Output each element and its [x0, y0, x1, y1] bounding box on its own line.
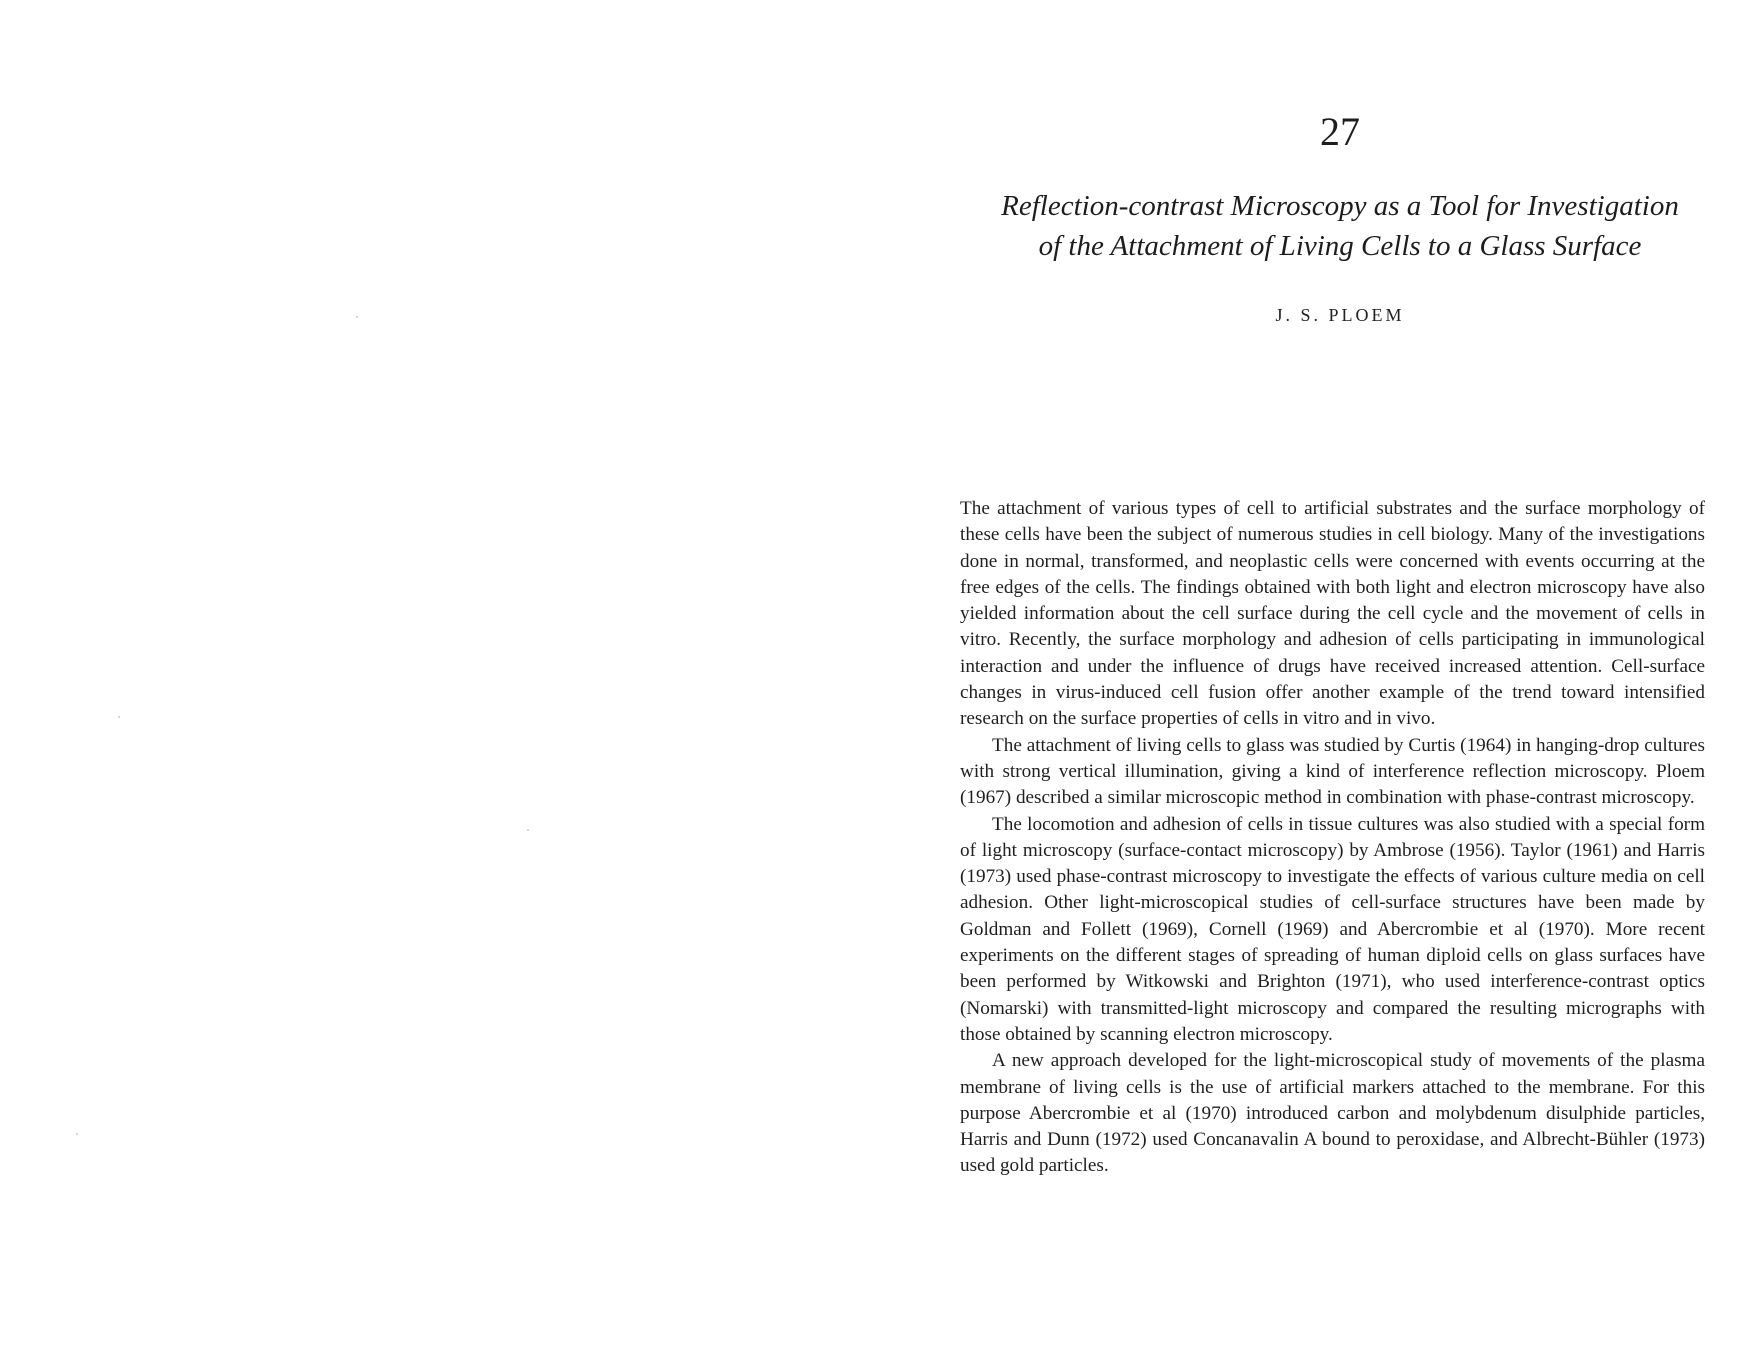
author-name: J. S. PLOEM	[1275, 305, 1405, 325]
paper-speck	[118, 716, 120, 718]
paper-speck	[356, 316, 358, 318]
chapter-title	[960, 186, 1720, 266]
body-text	[960, 496, 1705, 1180]
right-page	[960, 0, 1720, 1361]
chapter-title-line-2: of the Attachment of Living Cells to a Glass Surface	[1038, 230, 1642, 262]
chapter-title-line-1: Reflection-contrast Microscopy as a Tool for Investigation	[1001, 190, 1679, 222]
paragraph-3: The locomotion and adhesion of cells in tissue cultures was also studied with a special form of light microscopy (surface-contact microscopy) by Ambrose (1956). Taylor (1961) and Harris (1973) used phase-contrast microscopy to investigate the effects of various culture media on cell adhesion. Other light-microscopical studies of cell-surface structures have been made by Goldman and Follett (1969), Cornell (1969) and Abercrombie et al (1970). More recent experiments on the different stages of spreading of human diploid cells on glass surfaces have been performed by Witkowski and Brighton (1971), who used interference-contrast optics (Nomarski) with transmitted-light microscopy and compared the resulting micrographs with those obtained by scanning electron microscopy.	[960, 813, 1705, 1045]
paragraph-4: A new approach developed for the light-microscopical study of movements of the plasma membrane of living cells is the use of artificial markers attached to the membrane. For this purpose Abercrombie et al (1970) introduced carbon and molybdenum disulphide particles, Harris and Dunn (1972) used Concanavalin A bound to peroxidase, and Albrecht-Bühler (1973) used gold particles.	[960, 1050, 1705, 1177]
paragraph-1: The attachment of various types of cell to artificial substrates and the surface morphology of these cells have been the subject of numerous studies in cell biology. Many of the investigations done in normal, transformed, and neoplastic cells were concerned with events occurring at the free edges of the cells. The findings obtained with both light and electron microscopy have also yielded information about the cell surface during the cell cycle and the movement of cells in vitro. Recently, the surface morphology and adhesion of cells participating in immunological interaction and under the influence of drugs have received increased attention. Cell-surface changes in virus-induced cell fusion offer another example of the trend toward intensified research on the surface properties of cells in vitro and in vivo.	[960, 498, 1705, 730]
chapter-number: 27	[1320, 109, 1360, 154]
paragraph-2: The attachment of living cells to glass was studied by Curtis (1964) in hanging-drop cultures with strong vertical illumination, giving a kind of interference reflection microscopy. Ploem (1967) described a similar microscopic method in combination with phase-contrast microscopy.	[960, 734, 1705, 809]
paper-speck	[76, 1133, 78, 1135]
paper-speck	[527, 829, 529, 831]
